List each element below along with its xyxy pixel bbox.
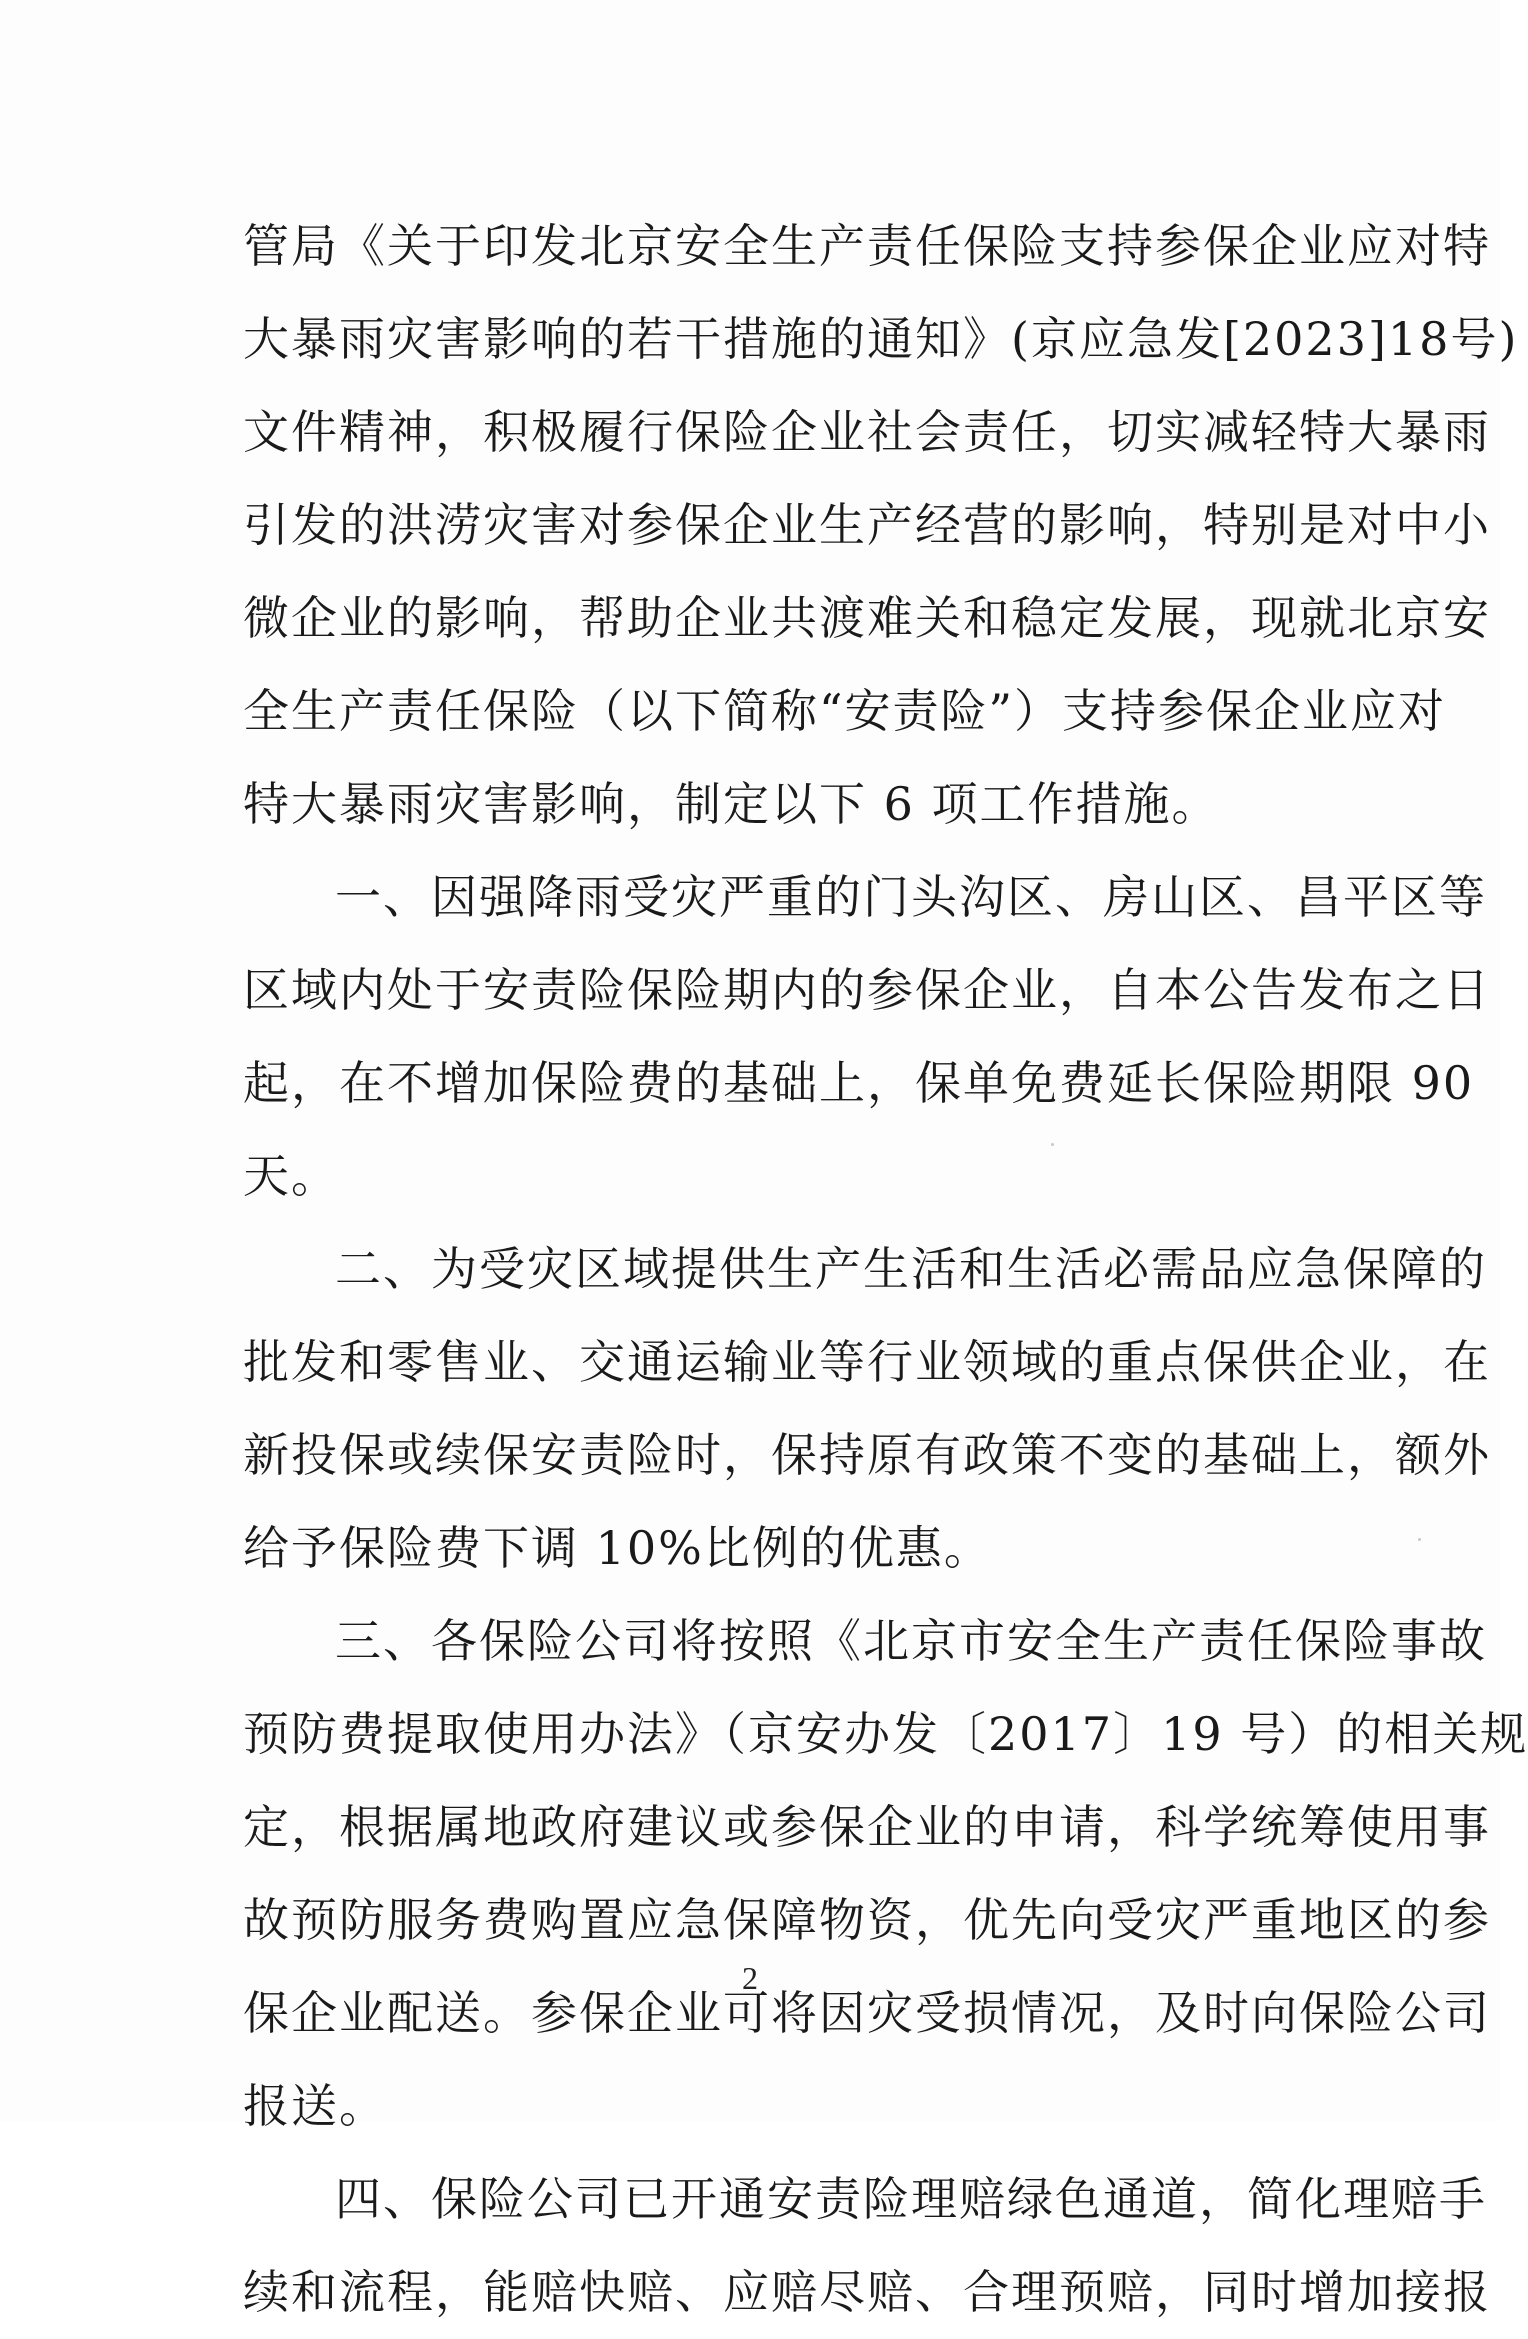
text-line-2: 大暴雨灾害影响的若干措施的通知》(京应急发[2023]18号) [243,312,1519,366]
measure-two-line-3: 新投保或续保安责险时，保持原有政策不变的基础上，额外 [243,1428,1491,1482]
measure-four-line-1: 四、保险公司已开通安责险理赔绿色通道，简化理赔手 [335,2172,1487,2226]
text-line-3: 文件精神，积极履行保险企业社会责任，切实减轻特大暴雨 [243,405,1491,459]
text-line-7: 特大暴雨灾害影响，制定以下 6 项工作措施。 [243,777,1220,831]
text-line-5: 微企业的影响，帮助企业共渡难关和稳定发展，现就北京安 [243,591,1491,645]
measure-one-line-1: 一、因强降雨受灾严重的门头沟区、房山区、昌平区等 [335,870,1487,924]
text-line-4: 引发的洪涝灾害对参保企业生产经营的影响，特别是对中小 [243,498,1491,552]
measure-three-line-1: 三、各保险公司将按照《北京市安全生产责任保险事故 [335,1614,1487,1668]
measure-three-line-2: 预防费提取使用办法》（京安办发〔2017〕19 号）的相关规 [243,1707,1528,1761]
text-line-1: 管局《关于印发北京安全生产责任保险支持参保企业应对特 [243,219,1491,273]
page-number: 2 [742,1960,758,1996]
measure-three-line-4: 故预防服务费购置应急保障物资，优先向受灾严重地区的参 [243,1893,1491,1947]
measure-four-line-2: 续和流程，能赔快赔、应赔尽赔、合理预赔，同时增加接报 [243,2265,1491,2319]
measure-two-line-4: 给予保险费下调 10%比例的优惠。 [243,1521,992,1575]
text-line-6: 全生产责任保险（以下简称“安责险”）支持参保企业应对 [243,684,1447,738]
scan-speck [1418,1538,1421,1541]
measure-two-line-2: 批发和零售业、交通运输业等行业领域的重点保供企业，在 [243,1335,1491,1389]
measure-one-line-2: 区域内处于安责险保险期内的参保企业，自本公告发布之日 [243,963,1491,1017]
scan-speck [1051,1143,1054,1146]
measure-three-line-3: 定，根据属地政府建议或参保企业的申请，科学统筹使用事 [243,1800,1491,1854]
measure-two-line-1: 二、为受灾区域提供生产生活和生活必需品应急保障的 [335,1242,1487,1296]
measure-one-line-4: 天。 [243,1149,339,1203]
measure-three-line-5: 保企业配送。参保企业可将因灾受损情况，及时向保险公司 [243,1986,1491,2040]
measure-one-line-3: 起，在不增加保险费的基础上，保单免费延长保险期限 90 [243,1056,1475,1110]
measure-three-line-6: 报送。 [243,2079,387,2133]
document-body [243,200,1528,2339]
